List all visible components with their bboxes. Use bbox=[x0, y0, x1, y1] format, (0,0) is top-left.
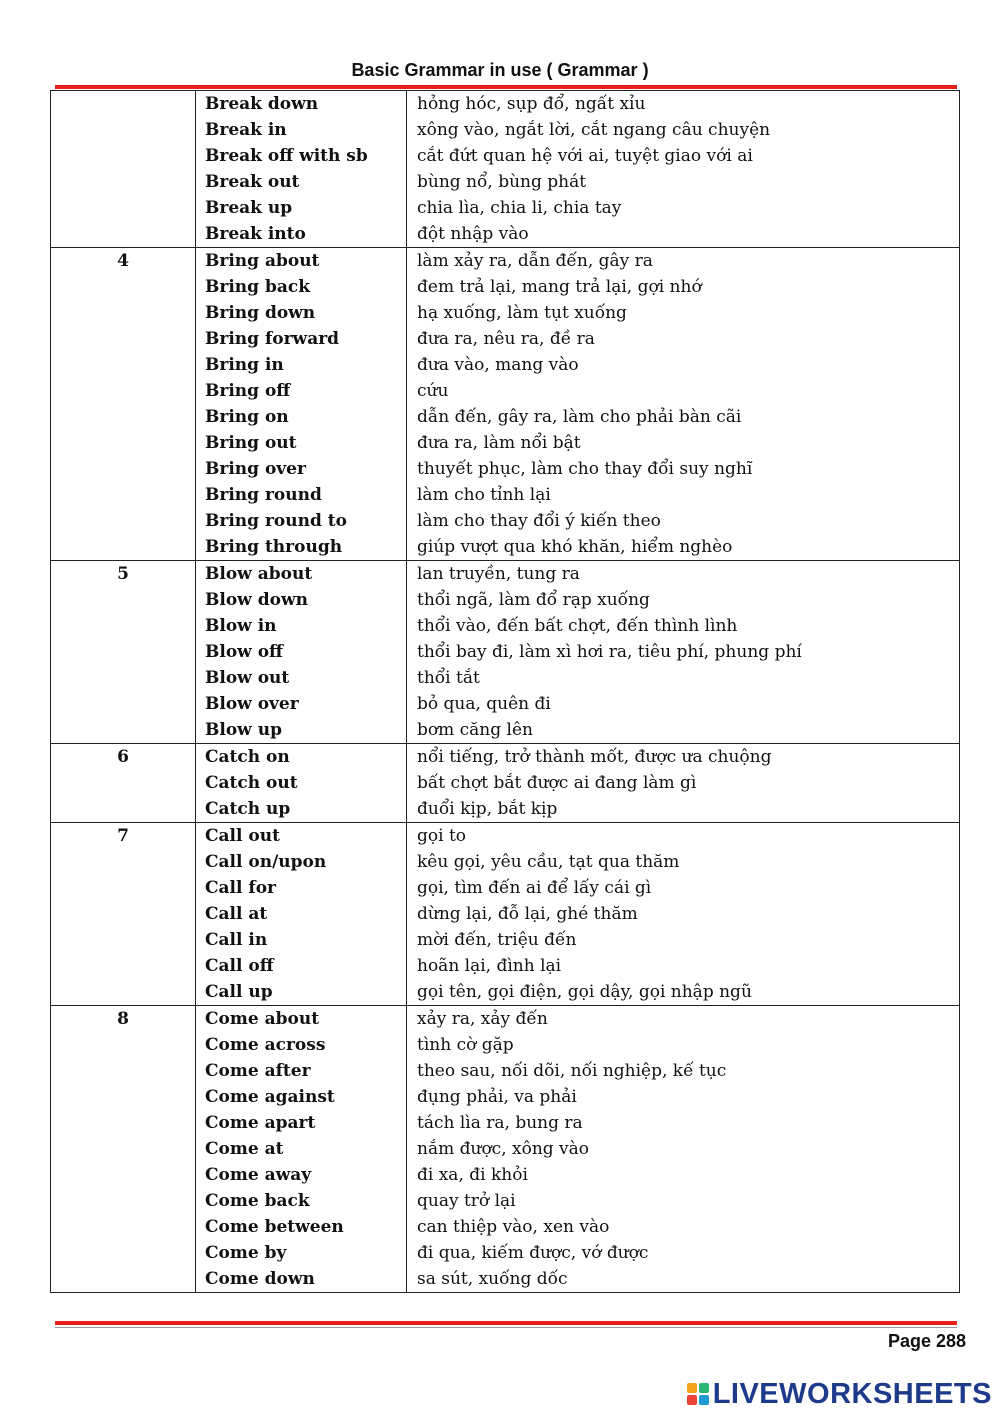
verb-meaning: đem trả lại, mang trả lại, gợi nhớ bbox=[417, 277, 702, 297]
verb-meaning: bơm căng lên bbox=[417, 720, 533, 740]
meaning-column bbox=[407, 1006, 959, 1292]
table-group bbox=[51, 247, 959, 560]
verb-meaning: thổi bay đi, làm xì hơi ra, tiêu phí, phung phí bbox=[417, 642, 802, 662]
verb-column bbox=[196, 744, 407, 822]
phrasal-verb: Come across bbox=[205, 1035, 326, 1055]
verb-meaning: làm xảy ra, dẫn đến, gây ra bbox=[417, 251, 653, 271]
verb-meaning: đưa vào, mang vào bbox=[417, 355, 579, 375]
phrasal-verb: Catch out bbox=[205, 773, 298, 793]
phrasal-verb: Bring on bbox=[205, 407, 289, 427]
footer-red-rule bbox=[55, 1321, 957, 1325]
table-group bbox=[51, 822, 959, 1005]
phrasal-verb: Break in bbox=[205, 120, 287, 140]
phrasal-verb: Catch up bbox=[205, 799, 291, 819]
footer-gray-rule bbox=[55, 1327, 957, 1328]
verb-meaning: quay trở lại bbox=[417, 1191, 516, 1211]
logo-square-1 bbox=[687, 1383, 697, 1393]
group-number-label bbox=[51, 93, 195, 119]
group-number bbox=[51, 248, 196, 560]
verb-meaning: nắm được, xông vào bbox=[417, 1139, 590, 1159]
phrasal-verbs-table bbox=[50, 90, 960, 1293]
verb-meaning: làm cho thay đổi ý kiến theo bbox=[417, 511, 661, 531]
group-number bbox=[51, 823, 196, 1005]
phrasal-verb: Blow up bbox=[205, 720, 282, 740]
phrasal-verb: Come against bbox=[205, 1087, 335, 1107]
meaning-column bbox=[407, 561, 959, 743]
verb-meaning: thổi vào, đến bất chợt, đến thình lình bbox=[417, 616, 738, 636]
verb-meaning: hỏng hóc, sụp đổ, ngất xỉu bbox=[417, 94, 646, 114]
phrasal-verb: Bring through bbox=[205, 537, 343, 557]
group-number-label: 6 bbox=[117, 747, 129, 767]
phrasal-verb: Call off bbox=[205, 956, 274, 976]
verb-meaning: giúp vượt qua khó khăn, hiểm nghèo bbox=[417, 537, 733, 557]
brand-name: LIVEWORKSHEETS bbox=[712, 1377, 992, 1410]
header-red-rule bbox=[55, 85, 957, 89]
meaning-column bbox=[407, 91, 959, 247]
group-number bbox=[51, 1006, 196, 1292]
phrasal-verb: Break down bbox=[205, 94, 319, 114]
phrasal-verb: Blow over bbox=[205, 694, 299, 714]
verb-meaning: đưa ra, làm nổi bật bbox=[417, 433, 581, 453]
verb-meaning: nổi tiếng, trở thành mốt, được ưa chuộng bbox=[417, 747, 772, 767]
phrasal-verb: Come at bbox=[205, 1139, 284, 1159]
verb-meaning: dẫn đến, gây ra, làm cho phải bàn cãi bbox=[417, 407, 742, 427]
phrasal-verb: Bring out bbox=[205, 433, 297, 453]
verb-meaning: bỏ qua, quên đi bbox=[417, 694, 551, 714]
phrasal-verb: Call up bbox=[205, 982, 273, 1002]
verb-meaning: chia lìa, chia li, chia tay bbox=[417, 198, 622, 218]
phrasal-verb: Come apart bbox=[205, 1113, 316, 1133]
verb-meaning: hạ xuống, làm tụt xuống bbox=[417, 303, 627, 323]
table-group bbox=[51, 1005, 959, 1292]
verb-meaning: bùng nổ, bùng phát bbox=[417, 172, 587, 192]
verb-meaning: đi xa, đi khỏi bbox=[417, 1165, 528, 1185]
phrasal-verb: Bring down bbox=[205, 303, 316, 323]
phrasal-verb: Blow off bbox=[205, 642, 284, 662]
phrasal-verb: Blow down bbox=[205, 590, 308, 610]
phrasal-verb: Bring about bbox=[205, 251, 320, 271]
group-number-label: 4 bbox=[117, 251, 129, 271]
verb-meaning: theo sau, nối dõi, nối nghiệp, kế tục bbox=[417, 1061, 727, 1081]
phrasal-verb: Blow in bbox=[205, 616, 277, 636]
verb-meaning: can thiệp vào, xen vào bbox=[417, 1217, 610, 1237]
phrasal-verb: Call on/upon bbox=[205, 852, 327, 872]
phrasal-verb: Come back bbox=[205, 1191, 310, 1211]
verb-meaning: kêu gọi, yêu cầu, tạt qua thăm bbox=[417, 852, 680, 872]
verb-meaning: lan truyền, tung ra bbox=[417, 564, 580, 584]
verb-meaning: cứu bbox=[417, 381, 449, 401]
logo-square-2 bbox=[699, 1383, 709, 1393]
phrasal-verb: Bring back bbox=[205, 277, 310, 297]
verb-meaning: bất chợt bắt được ai đang làm gì bbox=[417, 773, 697, 793]
phrasal-verb: Blow about bbox=[205, 564, 313, 584]
phrasal-verb: Break off with sb bbox=[205, 146, 368, 166]
verb-meaning: đột nhập vào bbox=[417, 224, 529, 244]
page-header-title: Basic Grammar in use ( Grammar ) bbox=[351, 60, 649, 80]
phrasal-verb: Bring off bbox=[205, 381, 291, 401]
verb-meaning: tình cờ gặp bbox=[417, 1035, 514, 1055]
phrasal-verb: Break into bbox=[205, 224, 306, 244]
verb-meaning: gọi, tìm đến ai để lấy cái gì bbox=[417, 878, 652, 898]
meaning-column bbox=[407, 823, 959, 1005]
verb-meaning: đuổi kịp, bắt kịp bbox=[417, 799, 558, 819]
phrasal-verb: Break up bbox=[205, 198, 293, 218]
phrasal-verb: Come between bbox=[205, 1217, 344, 1237]
group-number-label: 5 bbox=[117, 564, 129, 584]
verb-meaning: thổi ngã, làm đổ rạp xuống bbox=[417, 590, 650, 610]
verb-meaning: đụng phải, va phải bbox=[417, 1087, 577, 1107]
phrasal-verb: Call in bbox=[205, 930, 268, 950]
verb-column bbox=[196, 823, 407, 1005]
verb-meaning: cắt đứt quan hệ với ai, tuyệt giao với ai bbox=[417, 146, 753, 166]
phrasal-verb: Bring in bbox=[205, 355, 284, 375]
verb-column bbox=[196, 248, 407, 560]
logo-square-3 bbox=[687, 1395, 697, 1405]
verb-meaning: đưa ra, nêu ra, đề ra bbox=[417, 329, 595, 349]
verb-meaning: gọi tên, gọi điện, gọi dậy, gọi nhập ngũ bbox=[417, 982, 752, 1002]
verb-meaning: làm cho tỉnh lại bbox=[417, 485, 551, 505]
group-number-label: 7 bbox=[117, 826, 129, 846]
phrasal-verb: Bring round to bbox=[205, 511, 347, 531]
meaning-column bbox=[407, 744, 959, 822]
verb-meaning: thổi tắt bbox=[417, 668, 480, 688]
phrasal-verb: Come away bbox=[205, 1165, 312, 1185]
table-group bbox=[51, 90, 959, 247]
verb-meaning: đi qua, kiếm được, vớ được bbox=[417, 1243, 649, 1263]
liveworksheets-logo-icon bbox=[687, 1383, 709, 1405]
group-number bbox=[51, 744, 196, 822]
logo-square-4 bbox=[699, 1395, 709, 1405]
group-number bbox=[51, 91, 196, 247]
phrasal-verb: Come after bbox=[205, 1061, 311, 1081]
phrasal-verb: Call out bbox=[205, 826, 280, 846]
page-number: Page 288 bbox=[887, 1331, 966, 1351]
meaning-column bbox=[407, 248, 959, 560]
phrasal-verb: Break out bbox=[205, 172, 300, 192]
phrasal-verb: Come about bbox=[205, 1009, 320, 1029]
liveworksheets-brand bbox=[687, 1376, 992, 1412]
phrasal-verb: Call for bbox=[205, 878, 276, 898]
verb-meaning: thuyết phục, làm cho thay đổi suy nghĩ bbox=[417, 459, 753, 479]
group-number bbox=[51, 561, 196, 743]
verb-meaning: sa sút, xuống dốc bbox=[417, 1269, 568, 1289]
phrasal-verb: Come by bbox=[205, 1243, 287, 1263]
verb-meaning: xông vào, ngắt lời, cắt ngang câu chuyện bbox=[417, 120, 771, 140]
verb-meaning: xảy ra, xảy đến bbox=[417, 1009, 548, 1029]
table-group bbox=[51, 560, 959, 743]
verb-meaning: gọi to bbox=[417, 826, 467, 846]
phrasal-verb: Call at bbox=[205, 904, 268, 924]
phrasal-verb: Bring over bbox=[205, 459, 306, 479]
phrasal-verb: Catch on bbox=[205, 747, 290, 767]
verb-column bbox=[196, 561, 407, 743]
phrasal-verb: Blow out bbox=[205, 668, 290, 688]
verb-meaning: mời đến, triệu đến bbox=[417, 930, 577, 950]
verb-column bbox=[196, 91, 407, 247]
verb-meaning: dừng lại, đỗ lại, ghé thăm bbox=[417, 904, 638, 924]
table-group bbox=[51, 743, 959, 822]
phrasal-verb: Come down bbox=[205, 1269, 315, 1289]
phrasal-verb: Bring round bbox=[205, 485, 322, 505]
verb-column bbox=[196, 1006, 407, 1292]
verb-meaning: hoãn lại, đình lại bbox=[417, 956, 562, 976]
phrasal-verb: Bring forward bbox=[205, 329, 340, 349]
group-number-label: 8 bbox=[117, 1009, 129, 1029]
verb-meaning: tách lìa ra, bung ra bbox=[417, 1113, 583, 1133]
